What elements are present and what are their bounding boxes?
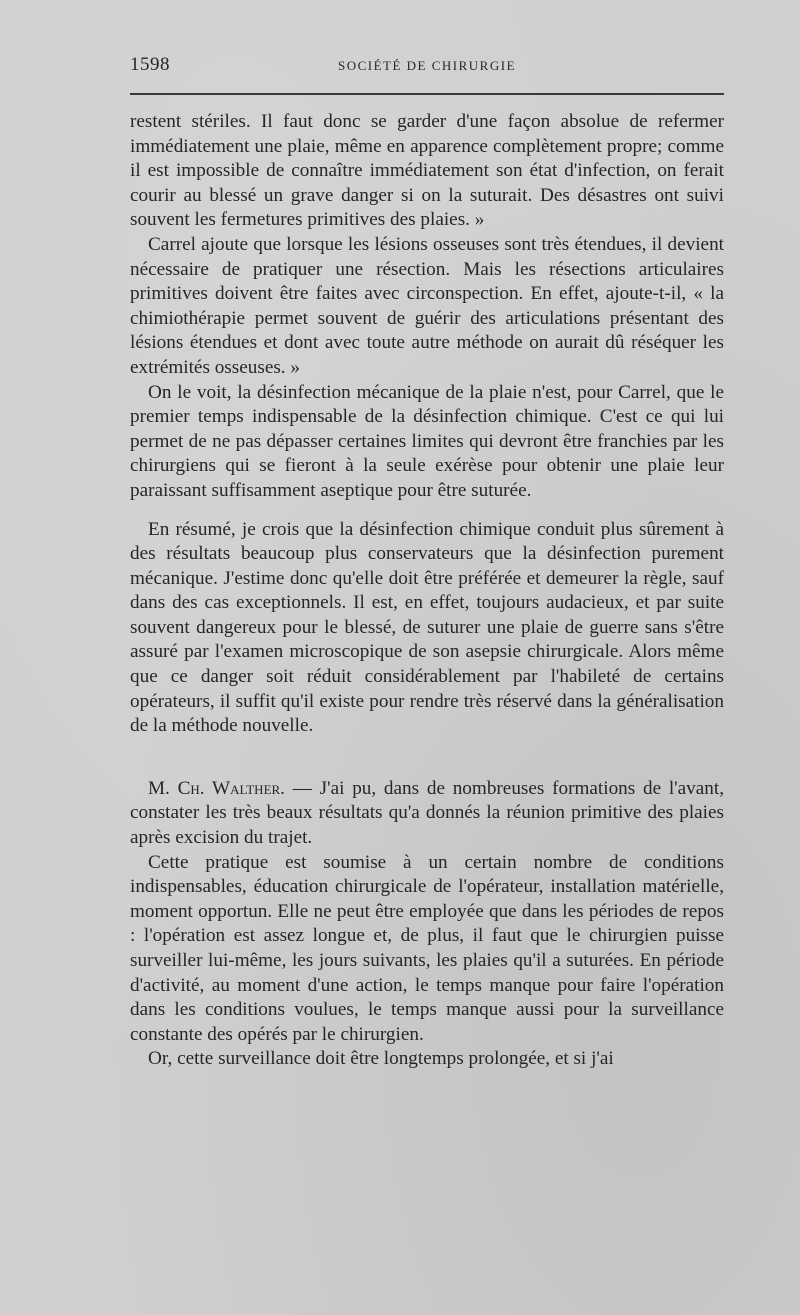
speaker-name: M. Ch. Walther. xyxy=(148,777,285,799)
paragraph-walther xyxy=(130,777,724,851)
paragraph-continuation: restent stériles. Il faut donc se garder d'une façon absolue de refermer immédiatement une plaie, même en apparence complètement propre; comme il est impossible de connaître immédiatement son état d'infection, on ferait courir au blessé un grave danger si on la suturait. Des désastres ont suivi souvent les fermetures primitives des plaies. » xyxy=(130,111,724,231)
page-number: 1598 xyxy=(130,54,170,75)
speaker-text: — J'ai pu, dans de nombreuses formations de l'avant, constater les très beaux résultats qu'a donnés la réunion primitive des plaies après excision du trajet. xyxy=(130,777,724,849)
paragraph-carrel-disinfection: On le voit, la désinfection mécanique de la plaie n'est, pour Carrel, que le premier temps indispensable de la désinfection chimique. C'est ce qui lui permet de ne pas dépasser certaines limites qui devront être franchies par les chirurgiens qui se fieront à la seule exérèse pour obtenir une plaie leur paraissant suffisamment aseptique pour être suturée. xyxy=(130,381,724,501)
paragraph-surveillance: Or, cette surveillance doit être longtemps prolongée, et si j'ai xyxy=(148,1048,614,1070)
paragraph-summary: En résumé, je crois que la désinfection chimique conduit plus sûrement à des résultats beaucoup plus conservateurs que la désinfection purement mécanique. J'estime donc qu'elle doit être préférée et demeurer la règle, sauf dans des cas exceptionnels. Il est, en effet, toujours audacieux, et par suite souvent dangereux pour le blessé, de suturer une plaie de guerre sans s'être assuré par l'examen microscopique de son asepsie chirurgicale. Alors même que ce danger soit réduit considérablement par l'habileté de certains opérateurs, il suffit qu'il existe pour rendre très réservé dans la généralisation de la méthode nouvelle. xyxy=(130,518,724,737)
page-header xyxy=(130,54,724,84)
paragraph-carrel-resection: Carrel ajoute que lorsque les lésions osseuses sont très étendues, il devient nécessaire de pratiquer une résection. Mais les résections articulaires primitives doivent être faites avec circonspection. En effet, ajoute-t-il, « la chimiothérapie permet souvent de guérir des articulations présentant des lésions étendues et dont avec toute autre méthode on aurait dû réséquer les extrémités osseuses. » xyxy=(130,233,724,378)
running-title: SOCIÉTÉ DE CHIRURGIE xyxy=(337,58,517,73)
paragraph-conditions: Cette pratique est soumise à un certain nombre de conditions indispensables, éducation chirurgicale de l'opérateur, installation matérielle, moment opportun. Elle ne peut être employée que dans les périodes de repos : l'opération est assez longue et, de plus, il faut que le chirurgien puisse surveiller lui-même, les jours suivants, les plaies qu'il a suturées. En période d'activité, au moment d'une action, le temps manque pour faire l'opération dans les conditions voulues, le temps manque aussi pour la surveillance constante des opérés par le chirurgien. xyxy=(130,851,724,1045)
body-text xyxy=(130,110,724,1072)
header-rule xyxy=(130,93,724,95)
